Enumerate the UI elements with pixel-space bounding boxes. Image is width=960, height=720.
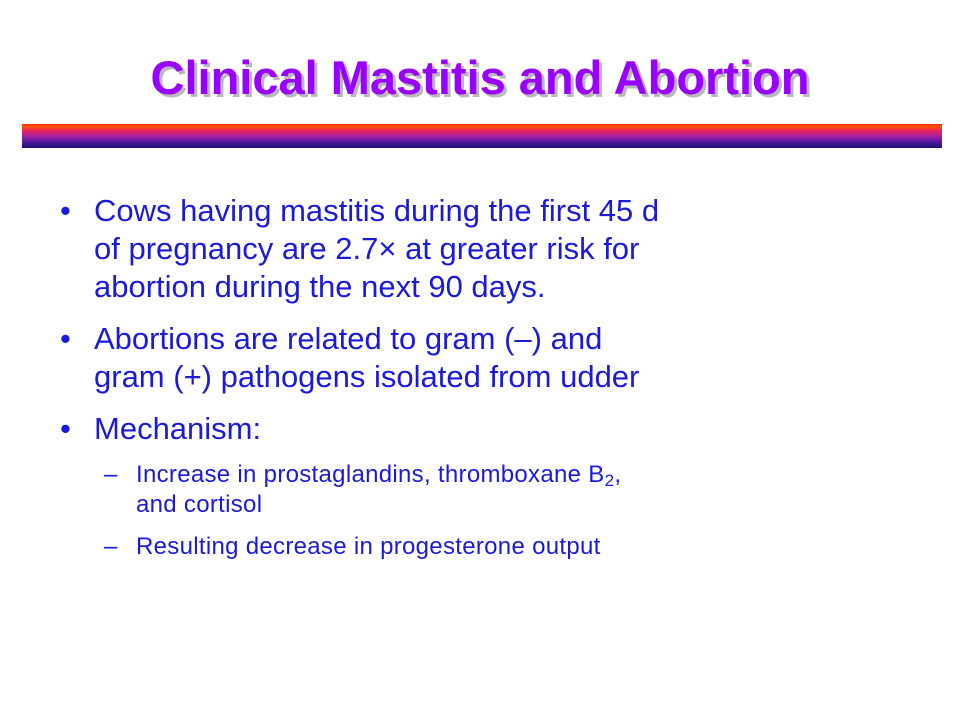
bullet-item — [60, 192, 920, 306]
bullet-text-line: gram (+) pathogens isolated from udder — [94, 359, 640, 394]
bullet-text-line: of pregnancy are 2.7× at greater risk for — [94, 231, 640, 266]
bullet-dot: • — [60, 321, 71, 356]
bullet-text-line: Abortions are related to gram (–) and — [94, 321, 603, 356]
subscript-text: 2 — [604, 471, 615, 490]
sub-bullet-text: and cortisol — [136, 491, 263, 518]
slide-body — [60, 192, 920, 574]
sub-bullet-text: , — [614, 461, 622, 488]
sub-bullet-dash: – — [104, 533, 118, 560]
sub-bullet-dash: – — [104, 461, 118, 488]
sub-bullet-item — [60, 532, 920, 562]
bullet-item — [60, 410, 920, 448]
bullet-text-line: abortion during the next 90 days. — [94, 269, 546, 304]
slide-title: Clinical Mastitis and Abortion — [150, 51, 810, 104]
sub-bullet-text: Resulting decrease in progesterone output — [136, 533, 601, 560]
bullet-item — [60, 320, 920, 396]
bullet-dot: • — [60, 411, 71, 446]
title-underline-bar — [22, 124, 942, 148]
sub-bullet-item — [60, 460, 920, 520]
bullet-text-line: Cows having mastitis during the first 45 d — [94, 193, 660, 228]
sub-bullet-list — [60, 460, 920, 562]
bullet-text-line: Mechanism: — [94, 411, 262, 446]
sub-bullet-text: Increase in prostaglandins, thromboxane B — [136, 461, 605, 488]
bullet-dot: • — [60, 193, 71, 228]
